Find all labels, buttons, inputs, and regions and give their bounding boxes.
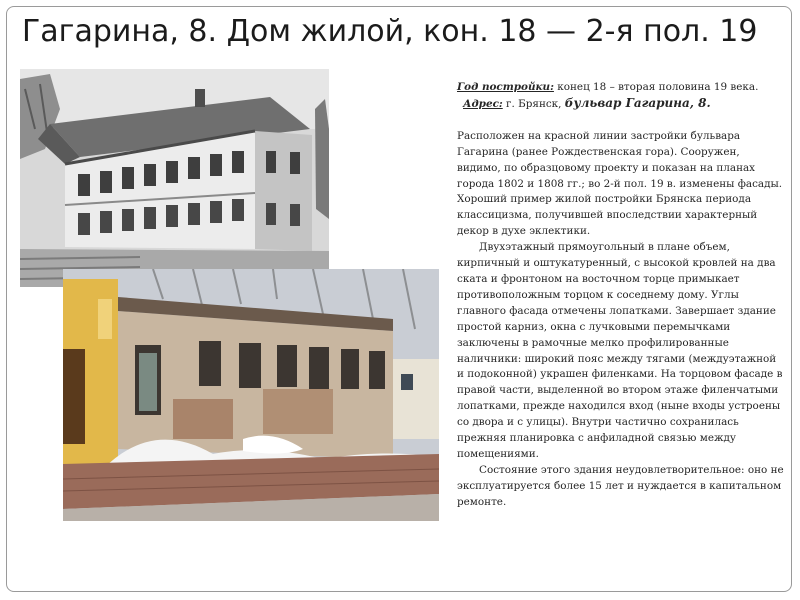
year-value: конец 18 – вторая половина 19 века.: [557, 81, 759, 93]
description-text: [457, 80, 785, 511]
paragraph-condition: Состояние этого здания неудовлетворительное: оно не эксплуатируется более 15 лет и нуждается в капитальном ремонте.: [457, 463, 784, 508]
paragraph-architecture: Двухэтажный прямоугольный в плане объем, кирпичный и оштукатуренный, с высокой кровлей на два ската и фронтоном на восточном торце примыкает противоположным торцом к соседнему дому. Углы главного фасада отмечены лопатками. Завершает здание простой карниз, окна с лучковыми перемычками заключены в рамочные мелко профилированные наличники: широкий пояс между тягами (междуэтажной и подоконной) украшен филенками. На торцовом фасаде в правой части, выделенной во втором этаже филенчатыми лопатками, прежде находился вход (ныне входы устроены со двора и с улицы). Внутри частично сохранилась прежняя планировка с анфиладной связью между помещениями.: [457, 241, 783, 460]
year-label: Год постройки:: [457, 81, 554, 93]
address-line: [457, 96, 785, 113]
year-line: [457, 80, 785, 96]
paragraph-history: Расположен на красной линии застройки бульвара Гагарина (ранее Рождественская гора). Сооружен, видимо, по образцовому проекту и показан на планах города 1802 и 1808 гг.; во 2-й пол. 19 в. изменены фасады. Хороший пример жилой постройки Брянска периода классицизма, получившей впоследствии характерный декор в духе эклектики.: [457, 129, 783, 238]
address-city: г. Брянск,: [506, 97, 562, 110]
address-label: Адрес:: [463, 97, 503, 110]
slide-title: Гагарина, 8. Дом жилой, кон. 18 — 2-я пол. 19: [22, 14, 758, 49]
current-state-photo: [63, 269, 439, 521]
address-street: бульвар Гагарина, 8.: [564, 95, 711, 110]
historic-house-photo: [20, 69, 329, 287]
